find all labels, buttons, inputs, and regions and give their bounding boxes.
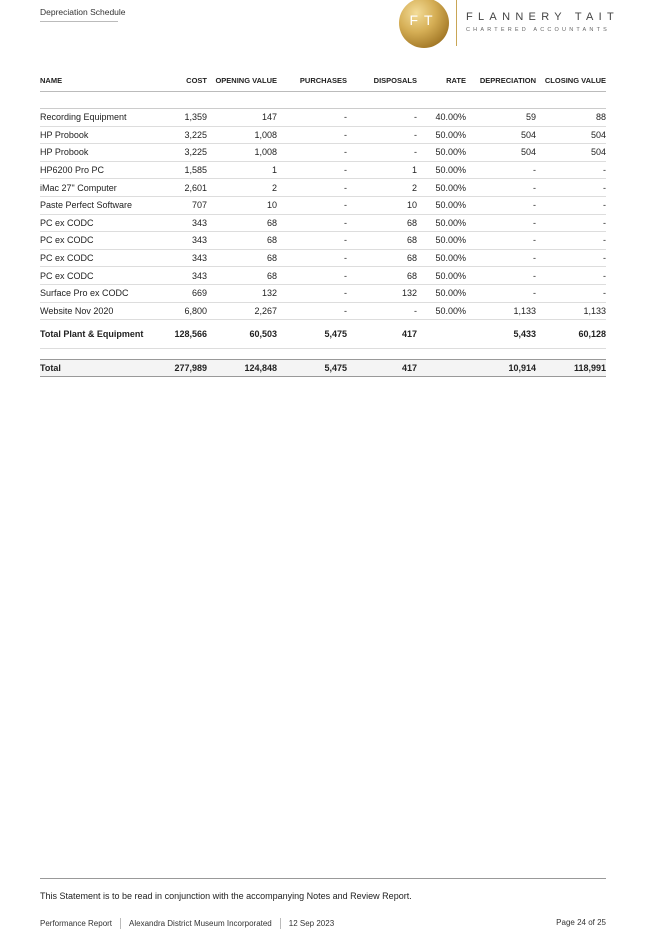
table-cell: 60,128 <box>536 320 606 349</box>
table-cell: - <box>536 267 606 285</box>
table-cell: 88 <box>536 109 606 127</box>
table-cell: - <box>536 284 606 302</box>
table-row <box>40 232 606 250</box>
table-cell: - <box>277 196 347 214</box>
table-cell: 504 <box>466 126 536 144</box>
table-cell: 504 <box>536 144 606 162</box>
footer-divider <box>40 878 606 879</box>
table-cell: 343 <box>153 214 207 232</box>
table-cell: 417 <box>347 360 417 377</box>
table-gap-row <box>40 92 606 109</box>
table-cell: 50.00% <box>417 214 466 232</box>
table-cell: 124,848 <box>207 360 277 377</box>
depreciation-table <box>40 73 606 377</box>
table-cell: 50.00% <box>417 196 466 214</box>
table-cell: - <box>277 302 347 320</box>
column-header: DEPRECIATION <box>466 73 536 92</box>
firm-name: FLANNERY TAIT <box>466 11 620 23</box>
table-cell: 417 <box>347 320 417 349</box>
column-header: OPENING VALUE <box>207 73 277 92</box>
table-cell: 1,585 <box>153 161 207 179</box>
table-cell: 504 <box>466 144 536 162</box>
column-header: RATE <box>417 73 466 92</box>
table-cell: 504 <box>536 126 606 144</box>
table-cell: 343 <box>153 267 207 285</box>
table-cell: 40.00% <box>417 109 466 127</box>
total-row <box>40 360 606 377</box>
table-cell: 2,601 <box>153 179 207 197</box>
table-row <box>40 109 606 127</box>
table-cell: 6,800 <box>153 302 207 320</box>
firm-logo <box>399 0 449 48</box>
column-header: CLOSING VALUE <box>536 73 606 92</box>
table-cell: 1,008 <box>207 126 277 144</box>
table-cell: - <box>277 267 347 285</box>
footer-date: 12 Sep 2023 <box>288 918 335 928</box>
page-title: Depreciation Schedule <box>40 7 126 17</box>
table-cell: - <box>347 126 417 144</box>
table-cell: 5,433 <box>466 320 536 349</box>
table-cell: 1,133 <box>536 302 606 320</box>
table-cell: 50.00% <box>417 232 466 250</box>
table-cell: 10,914 <box>466 360 536 377</box>
table-row <box>40 267 606 285</box>
table-cell: - <box>536 161 606 179</box>
table-row <box>40 196 606 214</box>
table-cell: 68 <box>347 267 417 285</box>
table-cell: - <box>466 161 536 179</box>
table-cell: 59 <box>466 109 536 127</box>
footer-separator <box>120 918 121 929</box>
table-cell: 277,989 <box>153 360 207 377</box>
table-cell: - <box>466 284 536 302</box>
table-cell: 50.00% <box>417 161 466 179</box>
table-cell: - <box>466 267 536 285</box>
table-cell: 3,225 <box>153 126 207 144</box>
table-cell: 132 <box>347 284 417 302</box>
table-cell: 1 <box>207 161 277 179</box>
table-cell: 50.00% <box>417 144 466 162</box>
table-cell: 60,503 <box>207 320 277 349</box>
table-cell: 1,133 <box>466 302 536 320</box>
table-cell: PC ex CODC <box>40 267 153 285</box>
table-spacer-row <box>40 349 606 360</box>
table-row <box>40 214 606 232</box>
footer-report: Performance Report <box>40 918 113 928</box>
table-row <box>40 302 606 320</box>
column-header: COST <box>153 73 207 92</box>
table-cell: 2,267 <box>207 302 277 320</box>
table-cell: 68 <box>207 249 277 267</box>
table-cell: - <box>466 232 536 250</box>
table-cell: 147 <box>207 109 277 127</box>
column-header: PURCHASES <box>277 73 347 92</box>
table-cell: 1,359 <box>153 109 207 127</box>
table-cell: iMac 27" Computer <box>40 179 153 197</box>
table-cell <box>417 360 466 377</box>
table-cell: 5,475 <box>277 320 347 349</box>
table-cell: - <box>536 232 606 250</box>
table-cell: 128,566 <box>153 320 207 349</box>
table-cell: - <box>277 109 347 127</box>
table-cell: - <box>536 179 606 197</box>
table-cell: HP6200 Pro PC <box>40 161 153 179</box>
table-cell: 50.00% <box>417 267 466 285</box>
table-cell: 1,008 <box>207 144 277 162</box>
table-cell: Total <box>40 360 153 377</box>
logo-divider <box>456 0 457 46</box>
table-cell: HP Probook <box>40 126 153 144</box>
table-cell: 68 <box>207 232 277 250</box>
table-cell: Total Plant & Equipment <box>40 320 153 349</box>
table-cell: - <box>536 249 606 267</box>
table-cell: 50.00% <box>417 249 466 267</box>
table-cell: 50.00% <box>417 126 466 144</box>
page-number: Page 24 of 25 <box>556 918 606 927</box>
column-header: NAME <box>40 73 153 92</box>
statement-note: This Statement is to be read in conjunction with the accompanying Notes and Review Report. <box>40 891 412 901</box>
table-cell: - <box>277 161 347 179</box>
table-cell: 1 <box>347 161 417 179</box>
table-cell: 118,991 <box>536 360 606 377</box>
table-cell: PC ex CODC <box>40 232 153 250</box>
table-cell: 5,475 <box>277 360 347 377</box>
table-cell: 68 <box>347 214 417 232</box>
table-cell: - <box>277 214 347 232</box>
table-cell: 343 <box>153 249 207 267</box>
table-cell: - <box>277 232 347 250</box>
table-cell: 50.00% <box>417 302 466 320</box>
table-cell: Recording Equipment <box>40 109 153 127</box>
table-row <box>40 249 606 267</box>
table-cell: 10 <box>207 196 277 214</box>
table-cell: - <box>347 302 417 320</box>
table-cell: 132 <box>207 284 277 302</box>
table-cell: Surface Pro ex CODC <box>40 284 153 302</box>
table-cell: - <box>466 196 536 214</box>
table-cell: 10 <box>347 196 417 214</box>
table-cell: - <box>466 249 536 267</box>
table-cell: 68 <box>207 267 277 285</box>
table-cell: Paste Perfect Software <box>40 196 153 214</box>
table-cell: 2 <box>347 179 417 197</box>
table-cell: 669 <box>153 284 207 302</box>
table-cell: HP Probook <box>40 144 153 162</box>
table-cell: 50.00% <box>417 179 466 197</box>
table-cell: - <box>536 214 606 232</box>
table-cell: - <box>277 249 347 267</box>
table-cell: - <box>277 126 347 144</box>
table-cell <box>417 320 466 349</box>
table-row <box>40 161 606 179</box>
table-cell: 50.00% <box>417 284 466 302</box>
subtotal-row <box>40 320 606 349</box>
table-cell: 68 <box>347 232 417 250</box>
table-cell: - <box>347 144 417 162</box>
table-cell: 707 <box>153 196 207 214</box>
footer-organisation: Alexandra District Museum Incorporated <box>129 918 272 928</box>
table-cell: - <box>277 144 347 162</box>
table-cell: 68 <box>207 214 277 232</box>
table-cell: - <box>466 179 536 197</box>
table-row <box>40 144 606 162</box>
table-row <box>40 179 606 197</box>
firm-subtitle: CHARTERED ACCOUNTANTS <box>466 27 611 33</box>
table-cell: - <box>277 179 347 197</box>
table-cell: PC ex CODC <box>40 214 153 232</box>
table-cell: - <box>466 214 536 232</box>
table-cell: 343 <box>153 232 207 250</box>
footer-separator <box>280 918 281 929</box>
table-row <box>40 126 606 144</box>
table-header-row <box>40 73 606 92</box>
table-cell: - <box>536 196 606 214</box>
table-cell: 68 <box>347 249 417 267</box>
table-cell: - <box>347 109 417 127</box>
table-row <box>40 284 606 302</box>
logo-initials: FT <box>409 12 439 28</box>
column-header: DISPOSALS <box>347 73 417 92</box>
table-cell: 2 <box>207 179 277 197</box>
table-cell: - <box>277 284 347 302</box>
table-cell: 3,225 <box>153 144 207 162</box>
table-cell: Website Nov 2020 <box>40 302 153 320</box>
page-footer <box>40 918 606 929</box>
table-cell: PC ex CODC <box>40 249 153 267</box>
title-underline <box>40 21 118 22</box>
